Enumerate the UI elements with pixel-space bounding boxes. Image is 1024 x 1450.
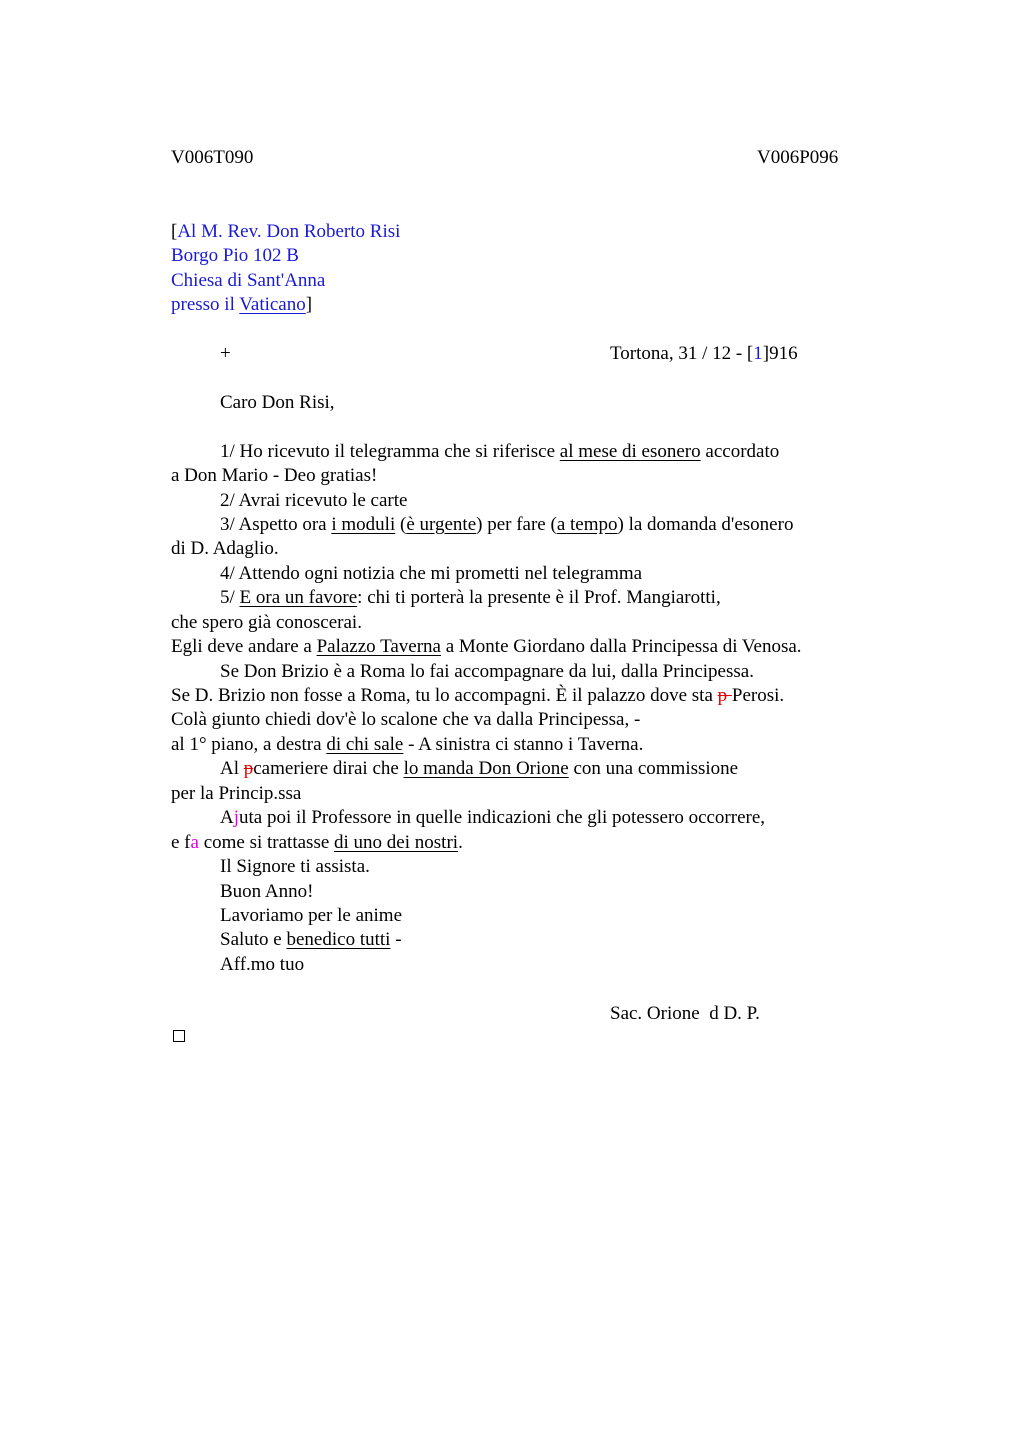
signature: Sac. Orione d D. P. (610, 1003, 760, 1024)
body-line-9: Ajuta poi il Professore in quelle indicazioni che gli potessero occorrere, (220, 807, 766, 828)
body-line-5: Colà giunto chiedi dov'è lo scalone che va dalla Principessa, - (171, 709, 641, 730)
address-line-2: Borgo Pio 102 B (171, 245, 299, 266)
item-3: 3/ Aspetto ora i moduli (è urgente) per fare (a tempo) la domanda d'esonero (220, 514, 794, 535)
body-line-6: al 1° piano, a destra di chi sale - A sinistra ci stanno i Taverna. (171, 734, 644, 755)
closing-line-5: Aff.mo tuo (220, 954, 305, 975)
item-5: 5/ E ora un favore: chi ti porterà la presente è il Prof. Mangiarotti, (220, 587, 721, 608)
body-line-8: per la Princip.ssa (171, 783, 302, 804)
item-1-continuation: a Don Mario - Deo gratias! (171, 465, 378, 486)
address-line-4: presso il Vaticano] (171, 294, 313, 315)
item-2: 2/ Avrai ricevuto le carte (220, 490, 408, 511)
cross-symbol: + (220, 343, 231, 364)
item-3-continuation: di D. Adaglio. (171, 538, 279, 559)
address-line-3: Chiesa di Sant'Anna (171, 270, 326, 291)
body-line-7: Al pcameriere dirai che lo manda Don Orione con una commissione (220, 758, 739, 779)
body-line-1: che spero già conoscerai. (171, 612, 362, 633)
body-line-4: Se D. Brizio non fosse a Roma, tu lo accompagni. È il palazzo dove sta p Perosi. (171, 685, 785, 706)
document-code-right: V006P096 (757, 147, 839, 168)
body-line-3: Se Don Brizio è a Roma lo fai accompagnare da lui, dalla Principessa. (220, 661, 754, 682)
document-code-left: V006T090 (171, 147, 254, 168)
place-date: Tortona, 31 / 12 - [1]916 (610, 343, 798, 364)
closing-line-4: Saluto e benedico tutti - (220, 929, 402, 950)
salutation: Caro Don Risi, (220, 392, 335, 413)
item-1: 1/ Ho ricevuto il telegramma che si riferisce al mese di esonero accordato (220, 441, 780, 462)
closing-line-3: Lavoriamo per le anime (220, 905, 403, 926)
address-line-1: [Al M. Rev. Don Roberto Risi (171, 221, 401, 242)
closing-line-2: Buon Anno! (220, 881, 314, 902)
address-place: Vaticano (239, 294, 306, 315)
body-line-2: Egli deve andare a Palazzo Taverna a Monte Giordano dalla Principessa di Venosa. (171, 636, 802, 657)
end-marker-box-icon (173, 1030, 185, 1042)
closing-line-1: Il Signore ti assista. (220, 856, 370, 877)
item-4: 4/ Attendo ogni notizia che mi prometti nel telegramma (220, 563, 643, 584)
address-recipient: Al M. Rev. Don Roberto Risi (177, 221, 401, 242)
body-line-10: e fa come si trattasse di uno dei nostri. (171, 832, 463, 853)
